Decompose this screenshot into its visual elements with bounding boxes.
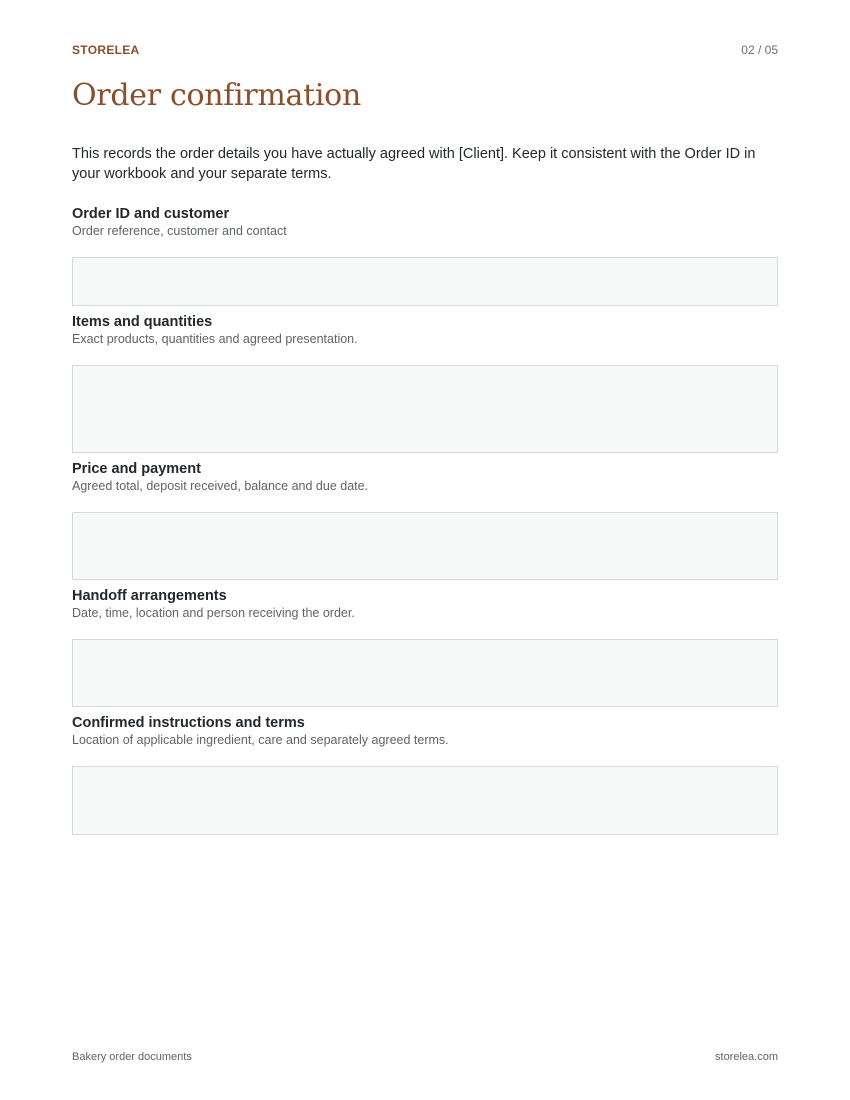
section-title: Confirmed instructions and terms [72, 715, 305, 731]
section-handoff [72, 587, 778, 621]
intro-paragraph: This records the order details you have actually agreed with [Client]. Keep it consistent with the Order ID in your workbook and your separate terms. [72, 146, 756, 182]
handoff-field[interactable] [72, 639, 778, 707]
section-items [72, 313, 778, 347]
order-id-field[interactable] [72, 257, 778, 306]
section-title: Handoff arrangements [72, 588, 227, 604]
page-header [72, 43, 778, 59]
items-field[interactable] [72, 365, 778, 453]
price-field[interactable] [72, 512, 778, 580]
footer-website: storelea.com [715, 1051, 778, 1063]
section-order-id [72, 205, 778, 239]
section-title: Order ID and customer [72, 206, 230, 222]
terms-field[interactable] [72, 766, 778, 835]
section-price [72, 460, 778, 494]
document-page [72, 0, 778, 1100]
section-terms [72, 714, 778, 748]
section-title: Price and payment [72, 461, 201, 477]
section-description: Location of applicable ingredient, care and separately agreed terms. [72, 733, 449, 747]
page-number: 02 / 05 [741, 43, 778, 57]
brand-name: STORELEA [72, 43, 140, 57]
section-title: Items and quantities [72, 314, 213, 330]
section-description: Date, time, location and person receiving the order. [72, 606, 355, 620]
section-description: Exact products, quantities and agreed presentation. [72, 332, 358, 346]
page-title: Order confirmation [72, 78, 361, 113]
section-description: Agreed total, deposit received, balance and due date. [72, 479, 369, 493]
section-description: Order reference, customer and contact [72, 224, 287, 238]
footer-document-name: Bakery order documents [72, 1051, 192, 1063]
